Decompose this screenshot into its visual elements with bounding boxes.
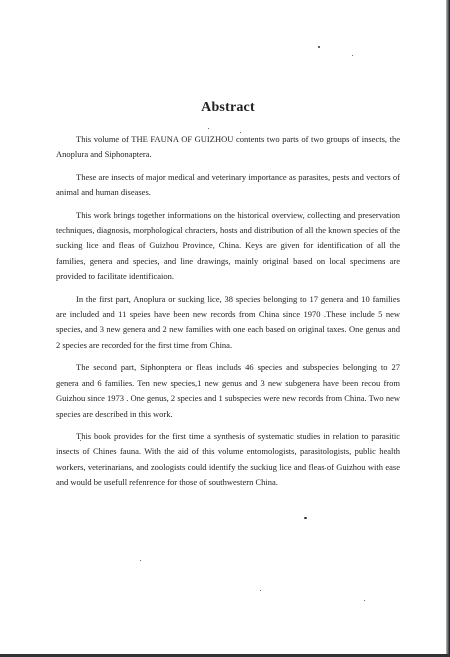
abstract-paragraph: In the first part, Anoplura or sucking lice, 38 species belonging to 17 genera and 10 families are included and 11 speies have been new records from China since 1970 .These include 5 new species, and 3 new genera and 2 new families with one each based on original taxes. One genus and 2 species are recorded for the first time from China.: [56, 293, 400, 350]
scan-speck: [304, 517, 307, 519]
abstract-paragraph: This book provides for the first time a synthesis of systematic studies in relation to parasitic insects of Chines fauna. With the aid of this volume entomologists, parasitologists, public health workers, veterinarians, and zoologists could identify the suckiug lice and fleas of Guizhou with ease and would be usefull refenrence for those of southwestern China.: [56, 430, 400, 488]
scan-speck: [318, 46, 320, 48]
abstract-paragraph: The second part, Siphonptera or fleas includs 46 species and subspecies belonging to 27 genera and 6 families. Ten new species,1 new genus and 3 new subgenera have been recou from Guizhou since 1973 . One genus, 2 species and 1 subspecies were new records from China. Two new species are described in this work.: [56, 362, 400, 419]
scan-speck: [352, 55, 353, 56]
abstract-paragraph: This volume of THE FAUNA OF GUIZHOU contents two parts of two groups of insects, the Anoplura and Siphonaptera.: [56, 134, 400, 160]
abstract-title: Abstract: [201, 100, 255, 115]
abstract-paragraph: These are insects of major medical and veterinary importance as parasites, pests and vectors of animal and human diseases.: [56, 171, 400, 198]
scan-speck: [260, 590, 261, 591]
scan-speck: [140, 560, 141, 561]
scan-speck: [364, 600, 365, 601]
abstract-paragraph: This work brings together informations on the historical overview, collecting and preservation techniques, diagnosis, morphological chracters, hosts and distribution of all the known species of the sucking lice and fleas of Guizhou Province, China. Keys are given for identification of all the families, genera and species, and line drawings, mainly original based on local specimens are provided to facilitate identificaion.: [56, 209, 400, 282]
scan-edge-right: [446, 0, 450, 657]
abstract-page: [56, 100, 400, 498]
